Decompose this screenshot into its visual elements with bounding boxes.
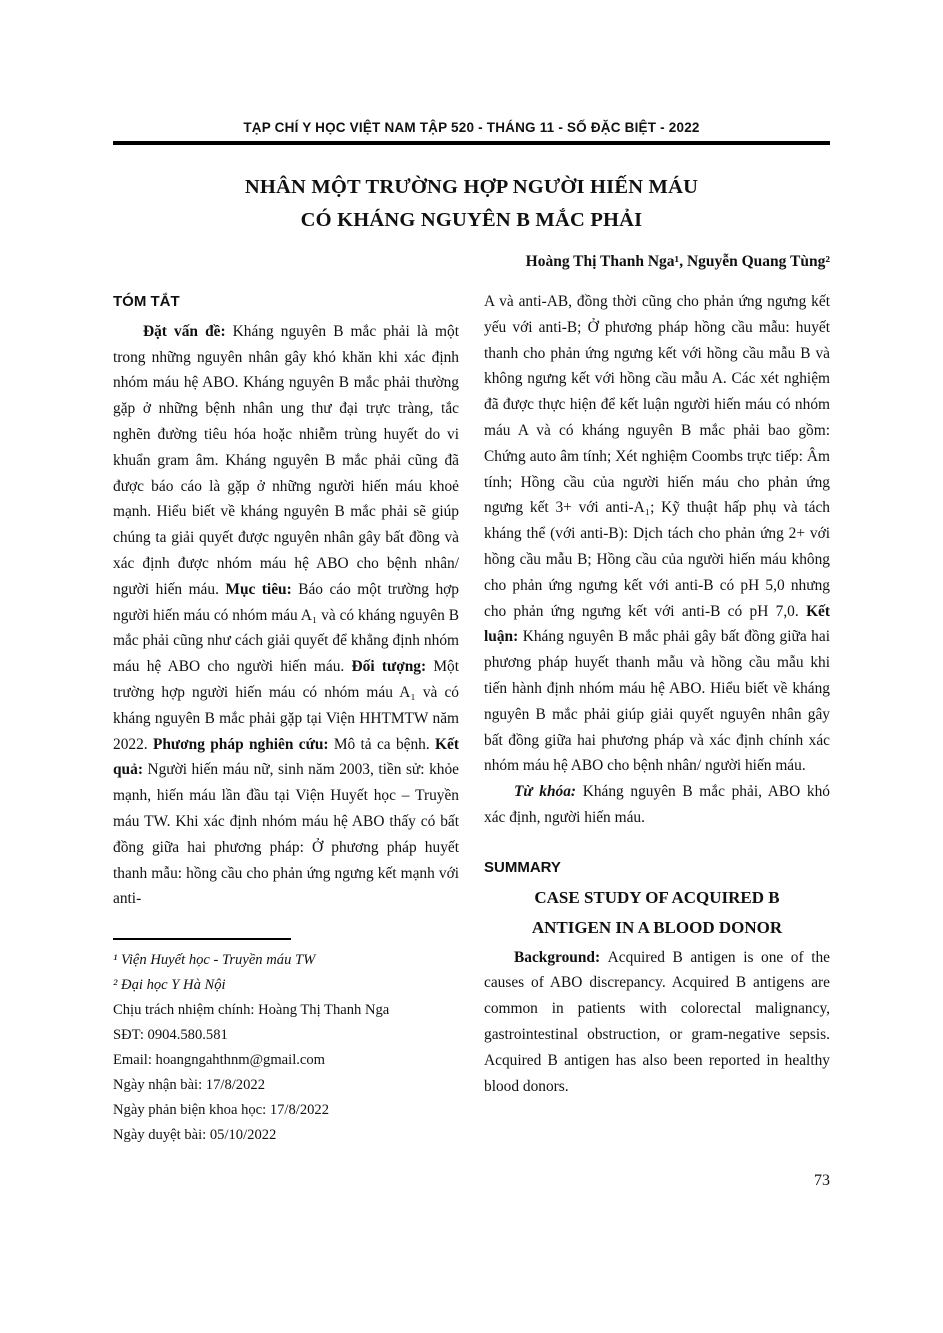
background-paragraph: Background: Acquired B antigen is one of the causes of ABO discrepancy. Acquired B antigens are common in patients with colorectal malignancy, gastrointestinal obstruction, or gram-negative sepsis. Acquired B antigen has also been reported in healthy blood donors. [484, 948, 830, 1095]
article-title-line2: CÓ KHÁNG NGUYÊN B MẮC PHẢI [300, 209, 643, 231]
right-column [484, 289, 830, 1099]
footnote-email: Email: hoangngahthnm@gmail.com [113, 1052, 326, 1068]
summary-title-line1: CASE STUDY OF ACQUIRED B [534, 887, 780, 907]
summary-heading: SUMMARY [484, 858, 561, 876]
abstract-paragraph-right: A và anti-AB, đồng thời cũng cho phản ứng ngưng kết yếu với anti-B; Ở phương pháp hồng cầu mẫu: huyết thanh cho phản ứng ngưng kết với hồng cầu mẫu B và không ngưng kết với hồng cầu mẫu A. Các xét nghiệm đã được thực hiện để kết luận người hiến máu có nhóm máu A và có kháng nguyên B mắc phải bao gồm: Chứng auto âm tính; Xét nghiệm Coombs trực tiếp: Âm tính; Hồng cầu của người hiến máu cho phản ứng ngưng kết 3+ với anti-A₁; Kỹ thuật hấp phụ và tách kháng thể (với anti-B): Dịch tách cho phản ứng 2+ với hồng cầu mẫu B; Hồng cầu của người hiến máu không cho phản ứng ngưng kết với anti-B có pH 5,0 nhưng cho phản ứng ngưng kết với anti-B có pH 7,0. Kết luận: Kháng nguyên B mắc phải gây bất đồng giữa hai phương pháp huyết thanh mẫu và hồng cầu mẫu khi tiến hành định nhóm máu hệ ABO. Hiểu biết về kháng nguyên B mắc phải giúp giải quyết nguyên nhân gây bất đồng giữa hai phương pháp và xác định chính xác nhóm máu hệ ABO cho bệnh nhân/ người hiến máu. [484, 293, 830, 775]
summary-title-line2: ANTIGEN IN A BLOOD DONOR [531, 917, 783, 937]
footnote-accepted-date: Ngày duyệt bài: 05/10/2022 [113, 1127, 277, 1143]
summary-title [484, 883, 830, 943]
footnote-block [113, 938, 459, 1148]
footnote-rule [113, 938, 291, 940]
footnote-affiliation-2: ² Đại học Y Hà Nội [113, 977, 226, 993]
article-title-line1: NHÂN MỘT TRƯỜNG HỢP NGƯỜI HIẾN MÁU [244, 176, 699, 198]
footnote-phone: SĐT: 0904.580.581 [113, 1027, 228, 1043]
footnote-received-date: Ngày nhận bài: 17/8/2022 [113, 1077, 265, 1093]
footnote-affiliation-1: ¹ Viện Huyết học - Truyền máu TW [113, 952, 316, 968]
page-content [113, 0, 830, 1099]
article-title [113, 171, 830, 237]
page-number: 73 [814, 1172, 830, 1189]
journal-header: TẠP CHÍ Y HỌC VIỆT NAM TẬP 520 - THÁNG 11 - SỐ ĐẶC BIỆT - 2022 [113, 120, 830, 145]
abstract-heading: TÓM TẮT [113, 293, 180, 310]
footnote-corresponding-author: Chịu trách nhiệm chính: Hoàng Thị Thanh Nga [113, 1002, 390, 1018]
footnote-review-date: Ngày phản biện khoa học: 17/8/2022 [113, 1102, 330, 1118]
abstract-paragraph-left: Đặt vấn đề: Kháng nguyên B mắc phải là một trong những nguyên nhân gây khó khăn khi xác định nhóm máu hệ ABO. Kháng nguyên B mắc phải thường gặp ở những bệnh nhân ung thư đại trực tràng, tắc nghẽn đường tiêu hóa hoặc nhiễm trùng huyết do vi khuẩn gram âm. Kháng nguyên B mắc phải cũng đã được báo cáo là gặp ở những người hiến máu khoẻ mạnh. Hiểu biết về kháng nguyên B mắc phải sẽ giúp chúng ta giải quyết được nguyên nhân gây bất đồng và xác định được nhóm máu hệ ABO cho bệnh nhân/ người hiến máu. Mục tiêu: Báo cáo một trường hợp người hiến máu có nhóm máu A₁ và có kháng nguyên B mắc phải cũng như cách giải quyết để khẳng định nhóm máu hệ ABO cho người hiến máu. Đối tượng: Một trường hợp người hiến máu có nhóm máu A₁ và có kháng nguyên B mắc phải gặp tại Viện HHTMTW năm 2022. Phương pháp nghiên cứu: Mô tả ca bệnh. Kết quả: Người hiến máu nữ, sinh năm 2003, tiền sử: khỏe mạnh, hiến máu lần đầu tại Viện Huyết học – Truyền máu TW. Khi xác định nhóm máu hệ ABO thấy có bất đồng giữa hai phương pháp: Ở phương pháp huyết thanh mẫu: hồng cầu cho phản ứng ngưng kết mạnh với anti- [113, 322, 459, 908]
authors-line: Hoàng Thị Thanh Nga¹, Nguyễn Quang Tùng² [525, 253, 830, 270]
keywords-paragraph: Từ khóa: Kháng nguyên B mắc phải, ABO khó xác định, người hiến máu. [484, 783, 830, 826]
